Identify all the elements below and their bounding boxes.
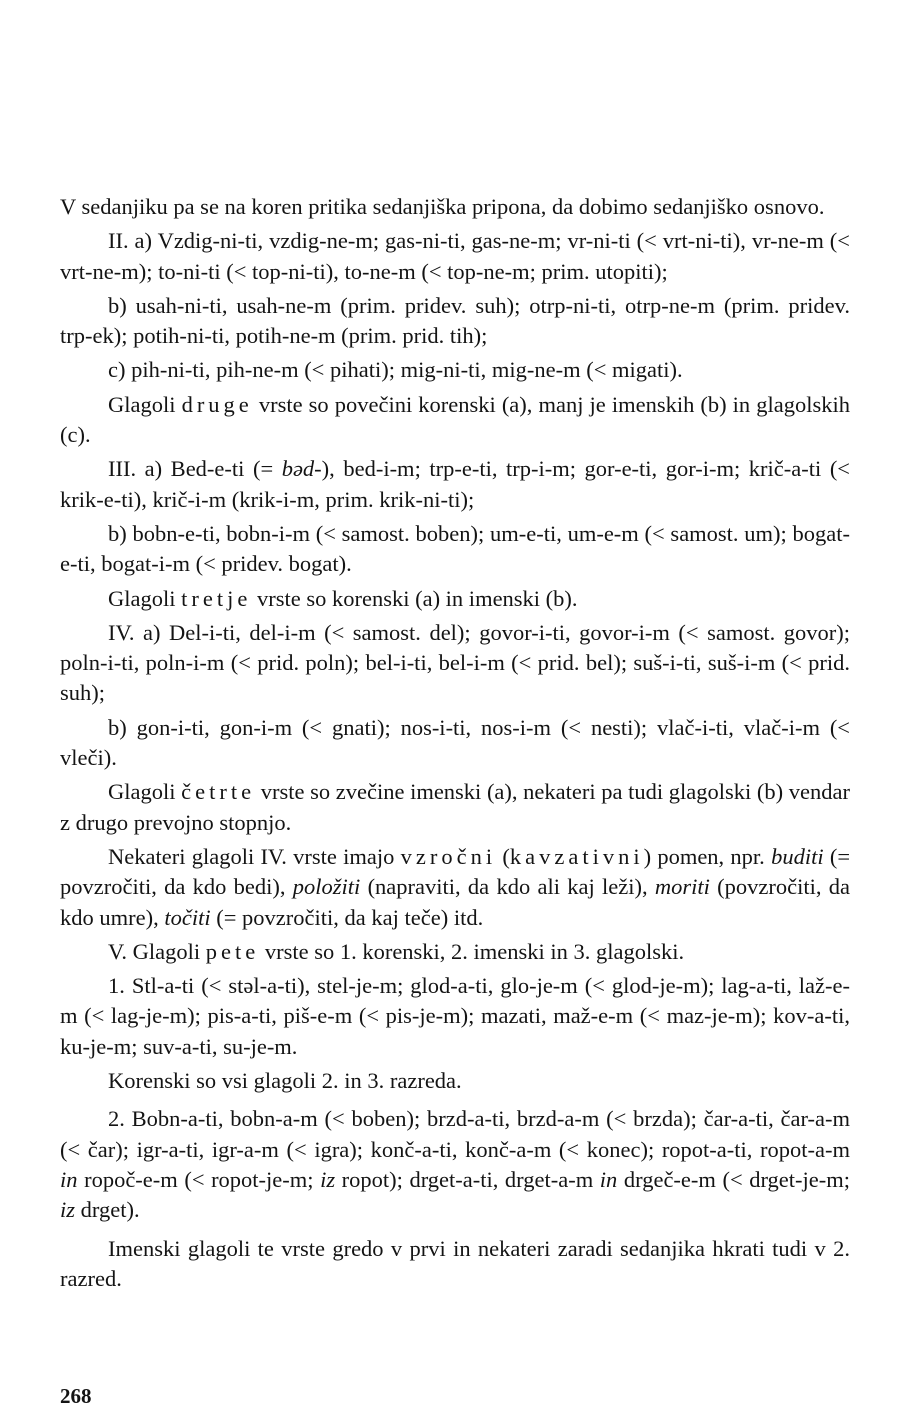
paragraph-p1 [60,192,850,222]
text-segment: vrste so zvečine imenski (a), nekateri pa tudi glagolski (b) vendar z drugo prevojno stopnjo. [60,779,850,835]
text-segment: ropot); drget-a-ti, drget-a-m [335,1166,600,1192]
text-segment: 2. Bobn-a-ti, bobn-a-m (< boben); brzd-a-ti, brzd-a-m (< brzda); čar-a-ti, čar-a-m (< čar); igr-a-ti, igr-a-m (< igra); konč-a-ti, konč-a-m (< konec); ropot-a-ti, ropot-a-m [60,1106,850,1162]
text-segment: b) bobn-e-ti, bobn-i-m (< samost. boben); um-e-ti, um-e-m (< samost. um); bogat-e-ti, bogat-i-m (< pridev. bogat). [60,520,850,577]
text-segment: (= povzročiti, da kaj teče) itd. [210,904,484,930]
text-segment: V sedanjiku pa se na koren pritika sedanjiška pripona, da dobimo sedanjiško osnovo. [60,194,825,219]
paragraph-p4 [60,355,850,385]
text-segment: vrste so povečini korenski (a), manj je imenskih (b) in glagolskih (c). [60,391,850,448]
text-segment: četrte [181,779,256,805]
text-segment: vrste so korenski (a) in imenski (b). [251,585,578,611]
text-segment: b) gon-i-ti, gon-i-m (< gnati); nos-i-ti, nos-i-m (< nesti); vlač-i-ti, vlač-i-m (< vleči). [60,714,850,771]
text-segment: pete [205,938,260,964]
text-segment: kavzativni [509,843,644,869]
text-segment: in [60,1166,78,1192]
text-segment: IV. a) Del-i-ti, del-i-m (< samost. del); govor-i-ti, govor-i-m (< samost. govor); poln-i-ti, poln-i-m (< prid. poln); bel-i-ti, bel-i-m (< prid. bel); suš-i-ti, suš-i-m (< prid. suh); [60,619,850,706]
text-segment: bəd- [281,456,322,482]
text-segment: Glagoli [108,779,182,805]
text-segment: Imenski glagoli te vrste gredo v prvi in nekateri zaradi sedanjika hkrati tudi v 2. razred. [60,1235,850,1291]
text-segment: (= povzročiti, da kdo bedi), [60,843,851,900]
paragraph-p9 [60,618,850,709]
text-segment: ( [496,843,510,869]
paragraph-p8 [60,584,850,614]
paragraph-p5 [60,390,850,451]
text-segment: tretje [181,585,252,611]
paragraph-p11 [60,777,850,838]
text-segment: b) usah-ni-ti, usah-ne-m (prim. pridev. suh); otrp-ni-ti, otrp-ne-m (prim. pridev. trp-ek); potih-ni-ti, potih-ne-m (prim. prid. tih); [60,292,850,349]
text-segment: Nekateri glagoli IV. vrste imajo [108,843,401,869]
text-segment: drgeč-e-m (< drget-je-m; [617,1166,850,1192]
text-segment: moriti [654,874,710,900]
text-segment: (povzročiti, da kdo umre), [60,874,850,930]
text-segment: ropoč-e-m (< ropot-je-m; [77,1166,321,1192]
text-segment: položiti [292,874,361,900]
text-segment: Glagoli [108,391,182,417]
text-segment: Glagoli [108,585,182,611]
text-segment: II. a) Vzdig-ni-ti, vzdig-ne-m; gas-ni-ti, gas-ne-m; vr-ni-ti (< vrt-ni-ti), vr-ne-m (< vrt-ne-m); to-ni-ti (< top-ni-ti), to-ne-m (< top-ne-m; prim. utopiti); [60,228,850,284]
paragraph-p12 [60,842,850,933]
text-segment: ), bed-i-m; trp-e-ti, trp-i-m; gor-e-ti, gor-i-m; krič-a-ti (< krik-e-ti), krič-i-m (krik-i-m, prim. krik-ni-ti); [60,456,850,512]
text-segment: druge [181,391,253,417]
text-segment: in [599,1166,618,1192]
paragraph-p17 [60,1234,850,1295]
paragraph-p16 [60,1104,850,1225]
paragraph-p6 [60,454,850,515]
paragraph-p13 [60,937,850,967]
paragraph-p14 [60,971,850,1062]
text-segment: V. Glagoli [108,938,206,964]
text-segment: (napraviti, da kdo ali kaj leži), [360,874,655,900]
text-segment: ) pomen, npr. [643,843,772,869]
text-segment: iz [60,1197,76,1223]
text-segment: točiti [164,904,211,930]
text-segment: vrste so 1. korenski, 2. imenski in 3. glagolski. [259,938,685,964]
page-body [60,192,850,1298]
paragraph-p10 [60,713,850,774]
text-segment: III. a) Bed-e-ti (= [108,456,282,482]
text-segment: Korenski so vsi glagoli 2. in 3. razreda. [108,1068,462,1094]
text-segment: c) pih-ni-ti, pih-ne-m (< pihati); mig-ni-ti, mig-ne-m (< migati). [108,357,683,383]
paragraph-p2 [60,226,850,287]
paragraph-p15 [60,1066,850,1096]
text-segment: drget). [75,1197,140,1223]
paragraph-p3 [60,291,850,352]
page-number: 268 [60,1384,92,1408]
text-segment: buditi [771,843,824,869]
text-segment: iz [320,1166,336,1192]
text-segment: 1. Stl-a-ti (< stəl-a-ti), stel-je-m; glod-a-ti, glo-je-m (< glod-je-m); lag-a-ti, laž-e-m (< lag-je-m); pis-a-ti, piš-e-m (< pis-je-m); mazati, maž-e-m (< maz-je-m); kov-a-ti, ku-je-m; suv-a-ti, su-je-m. [60,973,850,1059]
text-segment: vzročni [400,843,497,869]
paragraph-p7 [60,519,850,580]
